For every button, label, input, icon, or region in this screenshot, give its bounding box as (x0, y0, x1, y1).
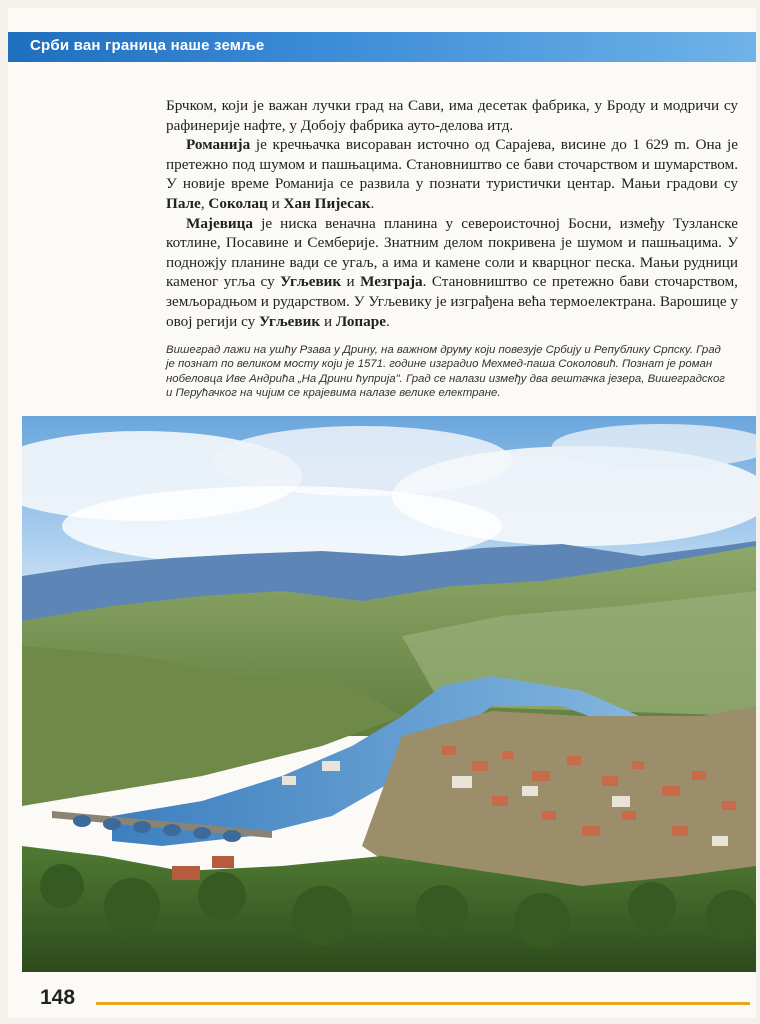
paragraph-1: Брчком, који је важан лучки град на Сави, има десетак фабрика, у Броду и модричи су рафинерије нафте, у Добоју фабрика ауто-делова итд. (166, 97, 738, 134)
separator: и (320, 312, 336, 330)
paragraph-majevica-text: је ниска веначна планина у североисточној Босни, између Тузланске котлине, Посавине и Семберије. Знатним делом покривена је шумом и пашњацима. У подножју планине вади се угаљ, а има и камене соли и кварцног песка. Мањи рудници каменог угља су (166, 214, 738, 291)
sentence-end: . (370, 194, 375, 212)
separator: и (341, 273, 361, 291)
paragraph-majevica (166, 214, 738, 332)
town-pale: Пале (166, 194, 201, 212)
body-text (166, 96, 738, 331)
page-number: 148 (40, 986, 76, 1009)
photo-caption: Вишеград лажи на ушћу Рзава у Дрину, на важном друму који повезује Србију и Републику Српску. Град је познат по великом мосту који је 1571. године изградио Мехмед-паша Соколовић. Познат је роман нобеловца Иве Андрића „На Дрини ћуприја". Град се налази између два вештачка језера, Вишеградског и Перућачког на чијим се крајевима налазе велике електране. (166, 344, 725, 400)
mine-ugljevik: Угљевик (280, 273, 342, 291)
paragraph-romanija-text: је кречњачка висораван источно од Сарајева, висине до 1 629 m. Она је претежно под шумом и пашњацима. Становништво се бави сточарством и шумарством. У новије време Романија се развила у познати туристички центар. Мањи градови су (166, 136, 738, 193)
town-han-pijesak: Хан Пијесак (283, 194, 371, 212)
paragraph-majevica-text-2: . Становништво се претежно бави сточарством, земљорадњом и рударством. У Угљевику је изграђена већа термоелектрана. Варошице у овој регији су (166, 273, 738, 330)
separator: , (200, 194, 209, 212)
separator: и (267, 194, 284, 212)
section-title: Срби ван граница наше земље (30, 37, 265, 54)
sentence-end: . (385, 312, 390, 330)
term-romanija: Романија (186, 136, 251, 154)
mine-mezgraja: Мезграја (360, 273, 423, 291)
town-sokolac: Соколац (208, 194, 268, 212)
paragraph-romanija (166, 135, 738, 213)
visegrad-landscape-photo (22, 416, 756, 972)
term-majevica: Мајевица (186, 214, 254, 232)
town-ugljevik: Угљевик (259, 312, 321, 330)
footer-rule (96, 1002, 750, 1005)
town-lopare: Лопаре (335, 312, 386, 330)
